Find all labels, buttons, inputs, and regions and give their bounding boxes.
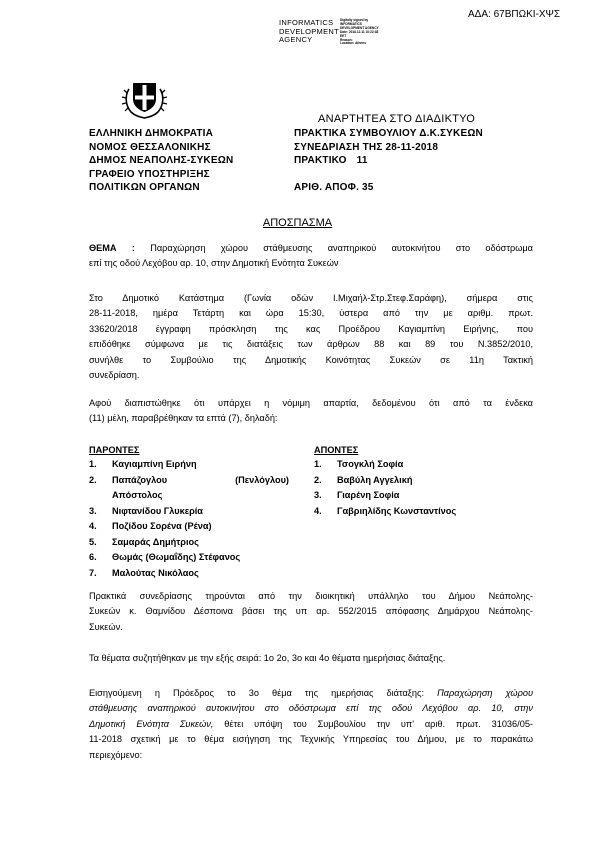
item-number: 3.: [89, 505, 97, 516]
minutes-header: [294, 127, 483, 195]
greek-emblem-icon: [121, 79, 168, 119]
paragraph-line: Συκεών.: [89, 621, 123, 632]
item-number: 2.: [314, 474, 322, 485]
subject-block: [89, 241, 533, 272]
post-online-notice: ΑΝΑΡΤΗΤΕΑ ΣΤΟ ΔΙΑΔΙΚΤΥΟ: [318, 113, 476, 125]
member-name: Ποζίδου Σορένα (Ρένα): [112, 521, 212, 531]
subject-line: επί της οδού Λεχόβου αρ. 10, στην Δημοτική Ενότητα Συκεών: [89, 258, 339, 269]
paragraph-line: Αφού διαπιστώθηκε ότι υπάρχει η νόμιμη απαρτία, δεδομένου ότι από τα ένδεκα: [89, 398, 533, 408]
authority-line: ΠΟΛΙΤΙΚΩΝ ΟΡΓΑΝΩΝ: [89, 182, 200, 193]
paragraph-line: [89, 717, 533, 732]
signature-detail-line: INFORMATICS: [340, 21, 362, 26]
proposal-topic: στάθμευσης αναπηρικού αυτοκινήτου στο οδόστρωμα επί της οδού Λεχόβου αρ. 10, στην: [89, 703, 533, 714]
list-item: [89, 457, 289, 473]
paragraph-line: 28-11-2018, ημέρα Τετάρτη και ώρα 15:30, ύστερα από την με αριθμ. πρωτ.: [89, 308, 533, 319]
proposal-text: θέτει υπόψη του Συμβουλίου την υπ' αριθ. πρωτ. 31036/05-: [213, 718, 533, 729]
paragraph-line: 33620/2018 έγγραφη πρόσκληση της κας Προέδρου Καγιαμπίνη Ειρήνης, που: [89, 323, 533, 334]
member-alt-name: (Πενλόγλου): [235, 474, 289, 485]
absent-heading: ΑΠΟΝΤΕΣ: [314, 445, 359, 455]
member-name: Καγιαμπίνη Ειρήνη: [112, 459, 197, 469]
member-name: Θωμάς (Θωμαΐδης) Στέφανος: [112, 552, 241, 562]
list-item: [314, 504, 534, 520]
signature-details: [340, 19, 379, 46]
authority-line: ΕΛΛΗΝΙΚΗ ΔΗΜΟΚΡΑΤΙΑ: [89, 128, 214, 139]
stamp-line: AGENCY: [279, 35, 313, 44]
signature-detail-line: Reason:: [340, 37, 353, 42]
paragraph-line: 11-2018 σχετική με το θέμα εισήγηση της Τεχνικής Υπηρεσίας του Δήμου, με το παρακάτω: [89, 734, 533, 745]
paragraph-line: [89, 701, 533, 716]
decision-number: ΑΡΙΘ. ΑΠΟΦ. 35: [294, 182, 374, 193]
signature-detail-line: Date: 2018.12.11 10:22:38: [340, 29, 379, 34]
item-number: 1.: [314, 459, 322, 469]
paragraph-line: επιδόθηκε σύμφωνα με τις διατάξεις των άρθρων 88 και 89 του Ν.3852/2010,: [89, 339, 533, 350]
signature-detail-line: Digitally signed by: [340, 18, 369, 22]
member-name: Γαβριηλίδης Κωνσταντίνος: [337, 505, 457, 516]
paragraph-line: [89, 686, 533, 701]
list-item: [314, 473, 534, 489]
paragraph-line: Πρακτικά συνεδρίασης τηρούνται από την διοικητική υπάλληλο του Δήμου Νεάπολης-: [89, 591, 533, 601]
present-heading: ΠΑΡΟΝΤΕΣ: [89, 445, 140, 455]
item-number: 5.: [89, 536, 97, 547]
authority-header: [89, 127, 233, 195]
record-number: [294, 154, 483, 168]
list-item: [89, 566, 289, 582]
item-number: 7.: [89, 567, 97, 578]
quorum-paragraph: [89, 396, 533, 427]
list-item: [89, 519, 289, 535]
paragraph-line: συνεδρίαση.: [89, 370, 140, 381]
signature-stamp: [279, 19, 339, 45]
member-name: Παπάζογλου: [112, 474, 168, 485]
member-name: Γιαρένη Σοφία: [337, 490, 400, 500]
stamp-line: DEVELOPMENT: [279, 26, 339, 36]
proposal-topic: Δημοτική Ενότητα Συκεών,: [89, 718, 214, 729]
paragraph-line: (11) μέλη, παραβρέθηκαν τα επτά (7), δηλαδή:: [89, 413, 278, 424]
subject-line: [89, 241, 533, 256]
stamp-line: INFORMATICS: [279, 18, 334, 27]
subject-text: Παραχώρηση χώρου στάθμευσης αναπηρικού αυτοκινήτου στο οδόστρωμα: [150, 243, 533, 253]
absent-list: [314, 444, 534, 519]
record-label: ΠΡΑΚΤΙΚΟ: [294, 155, 347, 166]
attendance-lists: [89, 444, 533, 578]
list-item: [314, 457, 534, 473]
list-item: [314, 488, 534, 504]
signature-detail-line: EET: [340, 33, 347, 38]
session-paragraph: [89, 291, 533, 383]
item-number: 2.: [89, 474, 97, 485]
proposal-paragraph: [89, 686, 533, 763]
list-item: [89, 550, 289, 566]
proposal-topic: Παραχώρηση χώρου: [437, 688, 534, 698]
item-number: 3.: [314, 490, 322, 500]
signature-detail-line: DEVELOPMENT AGENCY: [340, 25, 379, 30]
member-name: Σαμαράς Δημήτριος: [112, 536, 199, 547]
item-number: 4.: [314, 505, 322, 516]
record-value: 11: [356, 155, 368, 166]
authority-line: ΝΟΜΟΣ ΘΕΣΣΑΛΟΝΙΚΗΣ: [89, 141, 211, 153]
paragraph-line: Στο Δημοτικό Κατάστημα (Γωνία οδών Ι.Μιχαήλ-Στρ.Στεφ.Σαράφη), σήμερα στις: [89, 293, 533, 303]
authority-line: ΓΡΑΦΕΙΟ ΥΠΟΣΤΗΡΙΞΗΣ: [89, 168, 210, 180]
list-item: [89, 473, 289, 504]
list-item: [89, 504, 289, 520]
document-title: [0, 217, 595, 229]
list-item: [89, 535, 289, 551]
minutes-title: ΠΡΑΚΤΙΚΑ ΣΥΜΒΟΥΛΙΟΥ Δ.Κ.ΣΥΚΕΩΝ: [294, 128, 483, 139]
item-number: 4.: [89, 521, 97, 531]
member-first-name: Απόστολος: [112, 490, 163, 500]
paragraph-line: περιεχόμενο:: [89, 749, 143, 760]
member-name: Νιφτανίδου Γλυκερία: [112, 505, 203, 516]
title-text: ΑΠΟΣΠΑΣΜΑ: [262, 217, 333, 229]
subject-label: ΘΕΜΑ :: [89, 243, 135, 253]
signature-detail-line: Location: Athens: [340, 41, 366, 46]
present-list: [89, 444, 289, 581]
item-number: 6.: [89, 552, 97, 562]
ada-code: ΑΔΑ: 67ΒΠΩΚΙ-ΧΨΣ: [468, 9, 561, 20]
paragraph-line: Συκεών κ. Θαμνίδου Δέσποινα βάσει της υπ αρ. 552/2015 απόφασης Δημάρχου Νεάπολης-: [89, 606, 533, 617]
paragraph-line: Τα θέματα συζητήθηκαν με την εξής σειρά: 1ο 2ο, 3ο και 4ο θέματα ημερήσιας διάταξης.: [89, 653, 446, 663]
agenda-order-paragraph: [89, 651, 533, 666]
minutes-keeper-paragraph: [89, 589, 533, 635]
session-date: ΣΥΝΕΔΡΙΑΣΗ ΤΗΣ 28-11-2018: [294, 141, 439, 153]
item-number: 1.: [89, 459, 97, 469]
member-name: Βαβύλη Αγγελική: [337, 474, 413, 485]
paragraph-line: συνήλθε το Συμβούλιο της Δημοτικής Κοινότητας Συκεών σε 11η Τακτική: [89, 354, 533, 365]
proposal-intro: Εισηγούμενη η Πρόεδρος το 3ο θέμα της ημερήσιας διάταξης:: [89, 688, 438, 698]
member-name: Τσογκλή Σοφία: [337, 459, 404, 469]
member-name: Μαλούτας Νικόλαος: [112, 567, 199, 578]
authority-line: ΔΗΜΟΣ ΝΕΑΠΟΛΗΣ-ΣΥΚΕΩΝ: [89, 155, 234, 166]
